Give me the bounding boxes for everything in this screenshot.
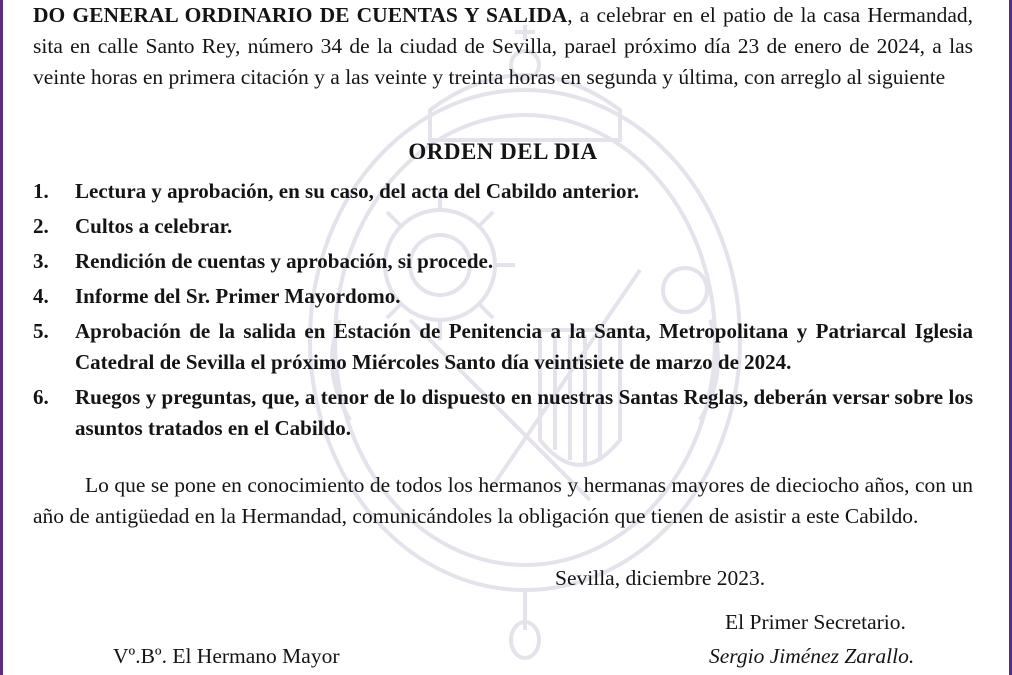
agenda-item-number: 5.: [33, 319, 49, 343]
secretary-name: Sergio Jiménez Zarallo.: [709, 644, 915, 668]
place-date: Sevilla, diciembre 2023.: [555, 566, 766, 590]
agenda-item: [33, 246, 973, 277]
agenda-heading: ORDEN DEL DIA: [408, 139, 598, 164]
intro-bold-text: DO GENERAL ORDINARIO DE CUENTAS Y SALIDA: [33, 3, 568, 27]
agenda-item-number: 6.: [33, 385, 49, 409]
agenda-list: [33, 176, 973, 448]
agenda-item-text: Lectura y aprobación, en su caso, del acta del Cabildo anterior.: [75, 179, 640, 203]
agenda-item-text: Aprobación de la salida en Estación de Penitencia a la Santa, Metropolitana y Patriarcal Iglesia Catedral de Sevilla el próximo Miércoles Santo día veintisiete de marzo de 2024.: [75, 319, 973, 374]
agenda-item-number: 3.: [33, 249, 49, 273]
vobo-signature: Vº.Bº. El Hermano Mayor: [113, 644, 340, 668]
secretary-title: El Primer Secretario.: [725, 610, 906, 634]
agenda-item-number: 4.: [33, 284, 49, 308]
agenda-item: [33, 281, 973, 312]
agenda-item-text: Cultos a celebrar.: [75, 214, 233, 238]
agenda-item: [33, 316, 973, 378]
agenda-item: [33, 382, 973, 444]
agenda-item: [33, 211, 973, 242]
agenda-item-text: Ruegos y preguntas, que, a tenor de lo dispuesto en nuestras Santas Reglas, deberán versar sobre los asuntos tratados en el Cabildo.: [75, 385, 973, 440]
intro-text: , a celebrar en el patio de la casa Hermandad, sita en calle Santo Rey, número 34 de la ciudad de Sevilla, parael próximo día 23 de enero de 2024, a las veinte horas en primera citación y a las veinte y treinta horas en segunda y última, con arreglo al siguiente: [33, 3, 973, 89]
closing-paragraph: Lo que se pone en conocimiento de todos los hermanos y hermanas mayores de dieciocho años, con un año de antigüedad en la Hermandad, comunicándoles la obligación que tienen de asistir a este Cabildo.: [33, 473, 973, 528]
agenda-item-number: 1.: [33, 179, 49, 203]
agenda-item-text: Informe del Sr. Primer Mayordomo.: [75, 284, 401, 308]
agenda-item-number: 2.: [33, 214, 49, 238]
agenda-item-text: Rendición de cuentas y aprobación, si procede.: [75, 249, 494, 273]
agenda-item: [33, 176, 973, 207]
intro-paragraph: [33, 0, 973, 93]
